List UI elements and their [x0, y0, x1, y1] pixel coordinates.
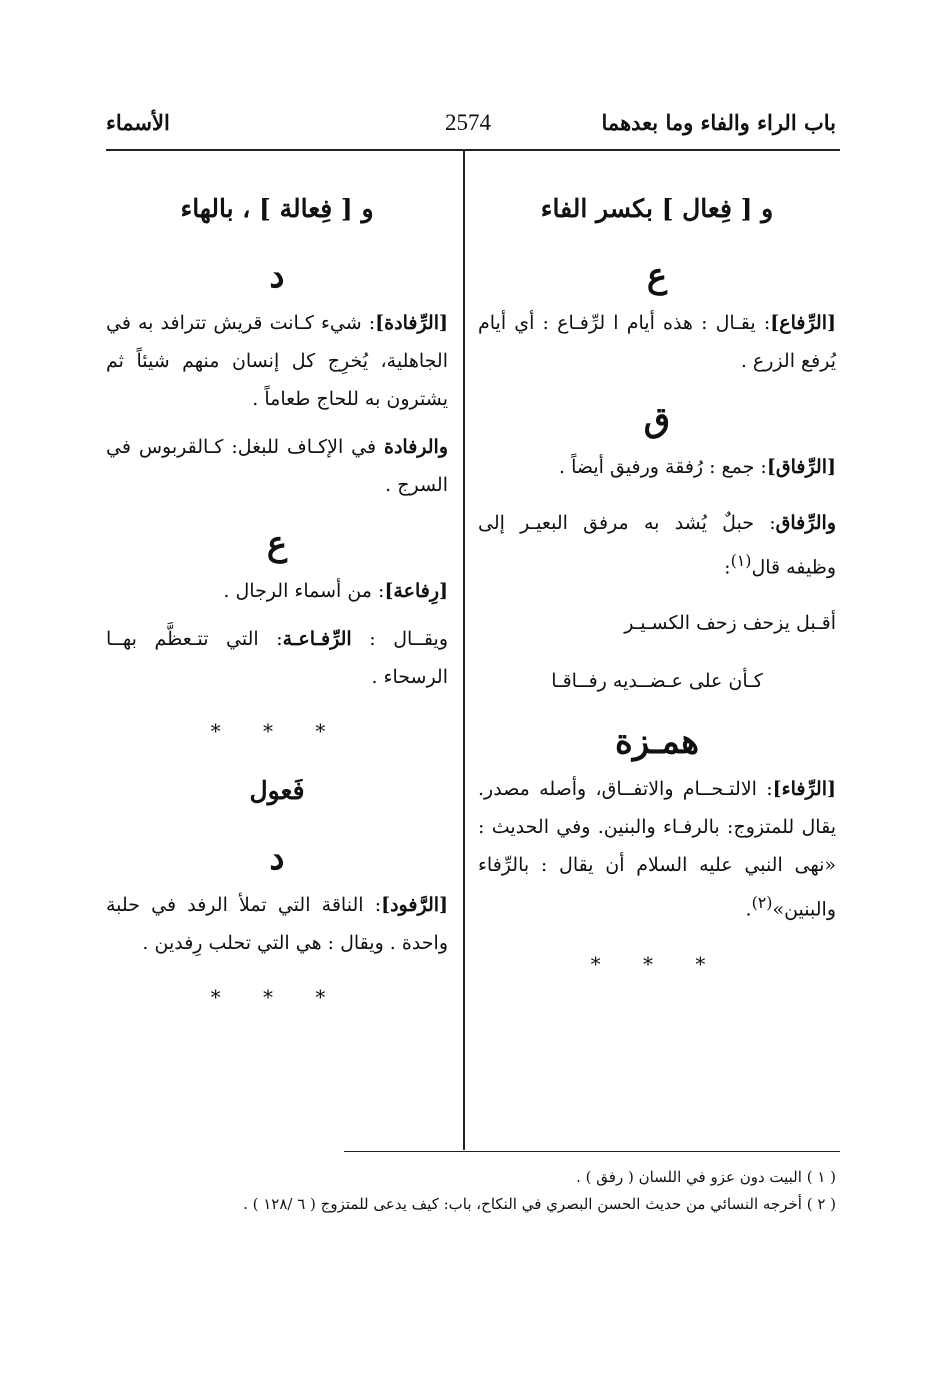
entry-rifaq-rope: [478, 504, 836, 586]
footnote-2: ( ٢ ) أخرجه النسائي من حديث الحسن البصري في النكاح، باب: كيف يدعى للمتزوج ( ٦ /١٢٨ ) .: [243, 1195, 836, 1213]
entry-rifa: [478, 304, 836, 380]
page-number: 2574: [445, 110, 491, 135]
footnote-1: ( ١ ) البيت دون عزو في اللسان ( رفق ) .: [576, 1168, 836, 1186]
entry-rifada-saddle: [106, 428, 448, 504]
entry-term: [الرِّفاق]: [766, 456, 836, 478]
letter-heading-dal: د: [269, 838, 285, 878]
footnote-ref-2: (٢): [751, 893, 773, 913]
letter-heading-dal: د: [269, 256, 285, 296]
header-rule: [106, 149, 840, 151]
letter-heading-ain: ع: [266, 524, 288, 564]
entry-rifa-hamza: [478, 770, 836, 928]
entry-term: والرفادة: [383, 436, 448, 458]
entry-text: : التي تتـعظَّم بهــا الرسحاء .: [106, 628, 448, 688]
entry-text: : يقـال : هذه أيام ا لرِّفـاع : أي أيام يُرفع الزرع .: [478, 312, 836, 372]
entry-term: [الرِّفادة]: [375, 312, 448, 334]
section-title-faul: فَعول: [249, 776, 305, 805]
entry-rafud: [106, 886, 448, 962]
entry-rifaa: [106, 572, 448, 610]
entry-text: : جمع : رُفقة ورفيق أيضاً .: [559, 456, 767, 478]
running-header-section: الأسماء: [106, 110, 170, 135]
section-separator: * * *: [210, 719, 344, 743]
entry-lead: ويقــال :: [369, 628, 448, 650]
entry-text: في الإكـاف للبغل: كـالقربوس في السرج .: [106, 436, 448, 496]
entry-text: : الناقة التي تملأ الرفد في حلبة واحدة . ويقال : هي التي تحلب رِفدين .: [106, 894, 448, 954]
running-header-chapter: باب الراء والفاء وما بعدهما: [601, 110, 836, 135]
entry-text: : شيء كـانت قريش تترافد به في الجاهلية، يُخرِج كل إنسان منهم شيئاً ثم يشترون به للحاج طعاماً .: [106, 312, 448, 410]
footnote-ref-1: (١): [730, 551, 752, 570]
letter-heading-qaf: ق: [643, 400, 671, 440]
entry-text: : حبلٌ يُشد به مرفق البعيـر إلى وظيفه قال: [478, 512, 836, 579]
section-separator: * * *: [590, 951, 724, 976]
letter-heading-hamza: همـزة: [614, 722, 700, 763]
left-column: [106, 188, 448, 1036]
entry-term: [الرِّفاء]: [772, 778, 836, 801]
footnote-rule: [344, 1151, 840, 1152]
verse-line-1: أقـبل يزحف زحف الكسـيـر: [624, 612, 836, 635]
entry-punct: :: [724, 556, 731, 579]
right-column: [478, 188, 836, 1003]
entry-term: [الرَّفود]: [381, 894, 448, 916]
section-title-fial: و [ فِعال ] بكسر الفاء: [540, 194, 774, 223]
entry-term: الرِّفـاعـة: [282, 628, 352, 650]
section-separator: * * *: [210, 985, 344, 1009]
entry-punct: .: [745, 898, 752, 921]
column-divider: [463, 151, 465, 1150]
entry-rifaq: [478, 448, 836, 486]
entry-rifada: [106, 304, 448, 418]
entry-term: [الرِّفاع]: [770, 312, 836, 334]
letter-heading-ain: ع: [646, 256, 668, 296]
entry-text: : من أسماء الرجال .: [223, 580, 385, 602]
entry-text: : الالتـحــام والاتفــاق، وأصله مصدر. يقال للمتزوج: بالرفـاء والبنين. وفي الحديث : «نهى النبي عليه السلام أن يقال : بالرِّفاء والبنين»: [478, 778, 836, 921]
footnotes: [100, 1164, 836, 1218]
entry-rifaa-second: [106, 620, 448, 696]
verse-line-2: كـأن على عـضــديه رفــاقـا: [551, 670, 763, 693]
section-title-fiala: و [ فِعالة ] ، بالهاء: [180, 194, 374, 223]
entry-term: والرِّفاق: [775, 512, 836, 534]
entry-term: [رِفاعة]: [384, 580, 448, 602]
